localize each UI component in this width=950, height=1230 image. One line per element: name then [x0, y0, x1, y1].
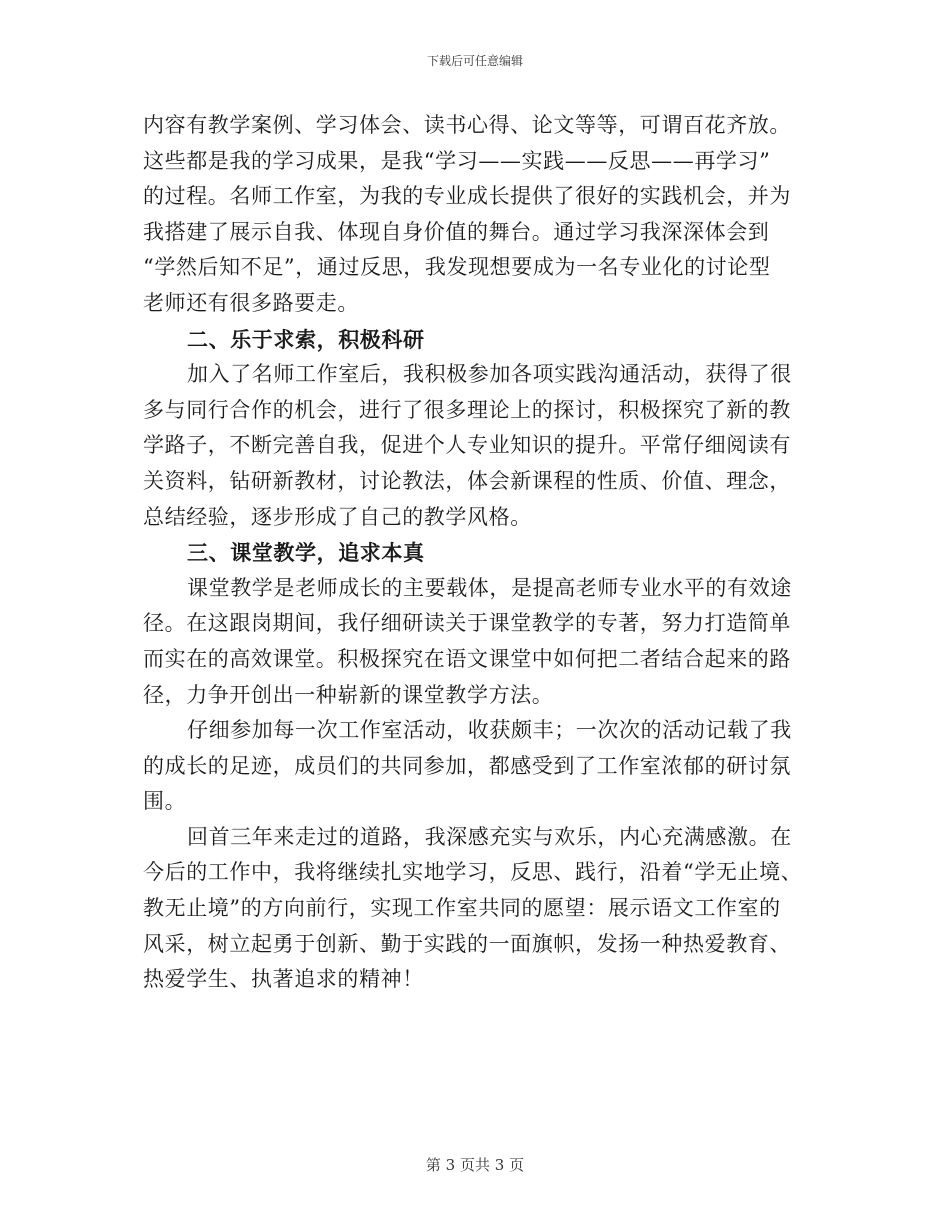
paragraph-line: 而实在的高效课堂。积极探究在语文课堂中如何把二者结合起来的路	[143, 646, 791, 671]
page-footer: 第 3 页共 3 页	[425, 1156, 525, 1174]
paragraph-line: 这些都是我的学习成果，是我“学习——实践——反思——再学习”	[143, 148, 771, 173]
paragraph-line: 的成长的足迹，成员们的共同参加，都感受到了工作室浓郁的研讨氛	[143, 753, 791, 778]
paragraph-line: 回首三年来走过的道路，我深感充实与欢乐，内心充满感激。在	[187, 824, 792, 849]
paragraph-line: 今后的工作中，我将继续扎实地学习，反思、践行，沿着“学无止境、	[143, 860, 803, 885]
paragraph-line: 径，力争开创出一种崭新的课堂教学方法。	[143, 682, 554, 707]
paragraph-line: 学路子，不断完善自我，促进个人专业知识的提升。平常仔细阅读有	[143, 433, 791, 458]
paragraph-line: 多与同行合作的机会，进行了很多理论上的探讨，积极探究了新的教	[143, 397, 791, 422]
paragraph-line: 教无止境”的方向前行，实现工作室共同的愿望：展示语文工作室的	[143, 896, 781, 921]
paragraph-line: 的过程。名师工作室，为我的专业成长提供了很好的实践机会，并为	[143, 184, 791, 209]
paragraph-line: 仔细参加每一次工作室活动，收获颇丰；一次次的活动记载了我	[187, 718, 792, 743]
section-heading: 二、乐于求索，积极科研	[187, 326, 425, 352]
paragraph-line: 关资料，钻研新教材，讨论教法，体会新课程的性质、价值、理念，	[143, 468, 791, 493]
document-body	[143, 108, 808, 998]
paragraph-line: 总结经验，逐步形成了自己的教学风格。	[143, 504, 532, 529]
paragraph-line: 风采，树立起勇于创新、勤于实践的一面旗帜，发扬一种热爱教育、	[143, 931, 791, 956]
paragraph-line: 加入了名师工作室后，我积极参加各项实践沟通活动，获得了很	[187, 362, 792, 387]
paragraph-line: “学然后知不足”，通过反思，我发现想要成为一名专业化的讨论型	[143, 255, 771, 280]
paragraph-line: 课堂教学是老师成长的主要载体，是提高老师专业水平的有效途	[187, 575, 792, 600]
paragraph-line: 我搭建了展示自我、体现自身价值的舞台。通过学习我深深体会到	[143, 219, 770, 244]
paragraph-line: 内容有教学案例、学习体会、读书心得、论文等等，可谓百花齐放。	[143, 113, 791, 137]
paragraph-line: 径。在这跟岗期间，我仔细研读关于课堂教学的专著，努力打造简单	[143, 611, 791, 636]
paragraph-line: 老师还有很多路要走。	[143, 290, 359, 315]
page-header: 下载后可任意编辑	[426, 54, 523, 68]
paragraph-line: 围。	[143, 789, 187, 814]
paragraph-line: 热爱学生、执著追求的精神！	[143, 967, 424, 992]
section-heading: 三、课堂教学，追求本真	[187, 540, 425, 566]
